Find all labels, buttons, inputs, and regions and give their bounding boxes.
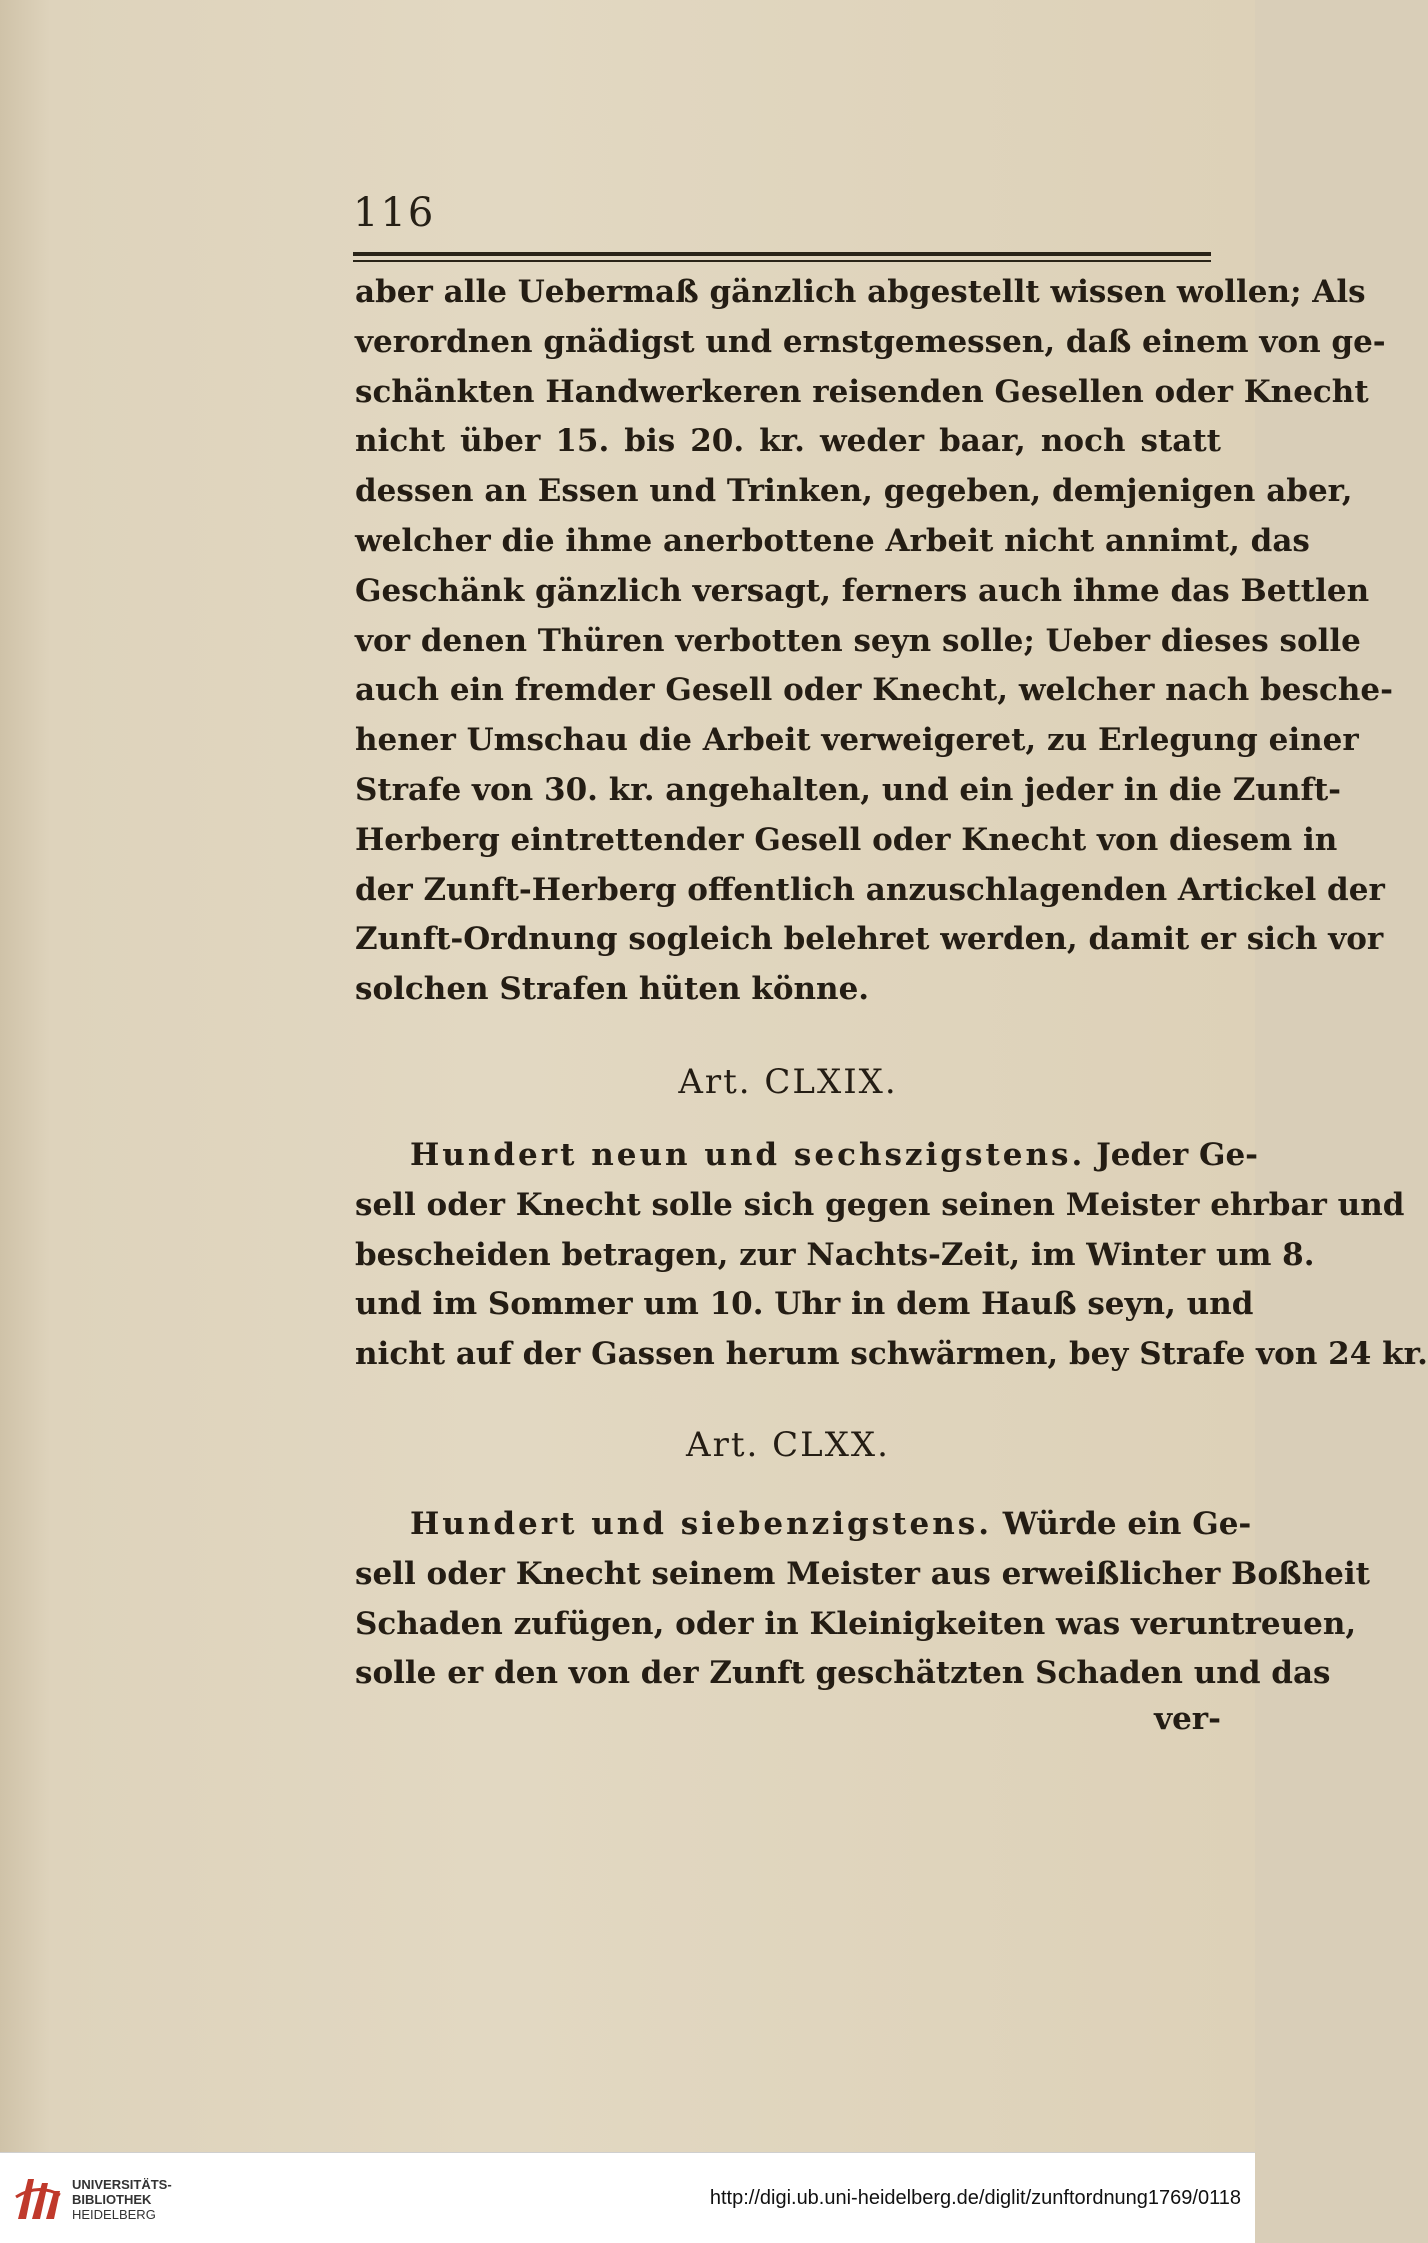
text-line: hener Umschau die Arbeit verweigeret, zu Erlegung einer (355, 722, 1359, 759)
logo-line: HEIDELBERG (72, 2207, 156, 2222)
paragraph-first-line (355, 1131, 1259, 1181)
permalink-url[interactable]: http://digi.ub.uni-heidelberg.de/diglit/zunftordnung1769/0118 (709, 2187, 1241, 2209)
body-text (355, 268, 1428, 1739)
text-line: auch ein fremder Gesell oder Knecht, welcher nach besche- (355, 672, 1393, 709)
header-rule-thick (353, 252, 1211, 256)
text-line: dessen an Essen und Trinken, gegeben, demjenigen aber, (355, 473, 1353, 510)
article-heading-clxix: Art. CLXIX. (678, 1061, 898, 1102)
page-number: 116 (353, 190, 436, 236)
text-line: bescheiden betragen, zur Nachts-Zeit, im Winter um 8. (355, 1236, 1315, 1273)
text-line: Strafe von 30. kr. angehalten, und ein jeder in die Zunft- (355, 771, 1342, 808)
text-line: solle er den von der Zunft geschätzten Schaden und das (355, 1655, 1331, 1692)
header-rule-thin (353, 260, 1211, 262)
library-logo-icon[interactable] (14, 2173, 62, 2223)
catchword: ver- (1154, 1701, 1221, 1738)
text-line: schänkten Handwerkeren reisenden Gesellen oder Knecht (355, 373, 1369, 410)
paragraph-first-rest: Jeder Ge- (1096, 1136, 1259, 1173)
text-line: welcher die ihme anerbottene Arbeit nicht annimt, das (355, 522, 1310, 559)
text-line: vor denen Thüren verbotten seyn solle; Ueber dieses solle (355, 622, 1361, 659)
text-line: sell oder Knecht seinem Meister aus erweißlicher Boßheit (355, 1555, 1370, 1592)
text-line: und im Sommer um 10. Uhr in dem Hauß seyn, und (355, 1286, 1254, 1323)
text-line: der Zunft-Herberg offentlich anzuschlagenden Artickel der (355, 871, 1385, 908)
logo-line: UNIVERSITÄTS- (72, 2177, 172, 2192)
paragraph-first-line (355, 1500, 1252, 1550)
viewer-footer (0, 2152, 1255, 2243)
text-line: solchen Strafen hüten könne. (355, 971, 870, 1008)
paragraph-lead: Hundert neun und sechszigstens. (410, 1136, 1086, 1173)
article-heading-clxx: Art. CLXX. (686, 1424, 890, 1465)
text-line: Schaden zufügen, oder in Kleinigkeiten was veruntreuen, (355, 1605, 1357, 1642)
library-logo-text[interactable] (72, 2177, 172, 2222)
text-line: verordnen gnädigst und ernstgemessen, daß einem von ge- (355, 323, 1386, 360)
logo-line: BIBLIOTHEK (72, 2192, 152, 2207)
text-line: sell oder Knecht solle sich gegen seinen Meister ehrbar und (355, 1186, 1405, 1223)
text-line: Herberg eintrettender Gesell oder Knecht von diesem in (355, 821, 1338, 858)
paragraph-lead: Hundert und siebenzigstens. (410, 1505, 992, 1542)
text-line: Geschänk gänzlich versagt, ferners auch ihme das Bettlen (355, 572, 1370, 609)
paragraph-first-rest: Würde ein Ge- (1002, 1505, 1252, 1542)
text-line: Zunft-Ordnung sogleich belehret werden, damit er sich vor (355, 921, 1384, 958)
text-line: nicht über 15. bis 20. kr. weder baar, noch statt (355, 423, 1221, 460)
text-line: aber alle Uebermaß gänzlich abgestellt wissen wollen; Als (355, 274, 1366, 310)
text-line: nicht auf der Gassen herum schwärmen, bey Strafe von 24 kr. (355, 1336, 1428, 1373)
